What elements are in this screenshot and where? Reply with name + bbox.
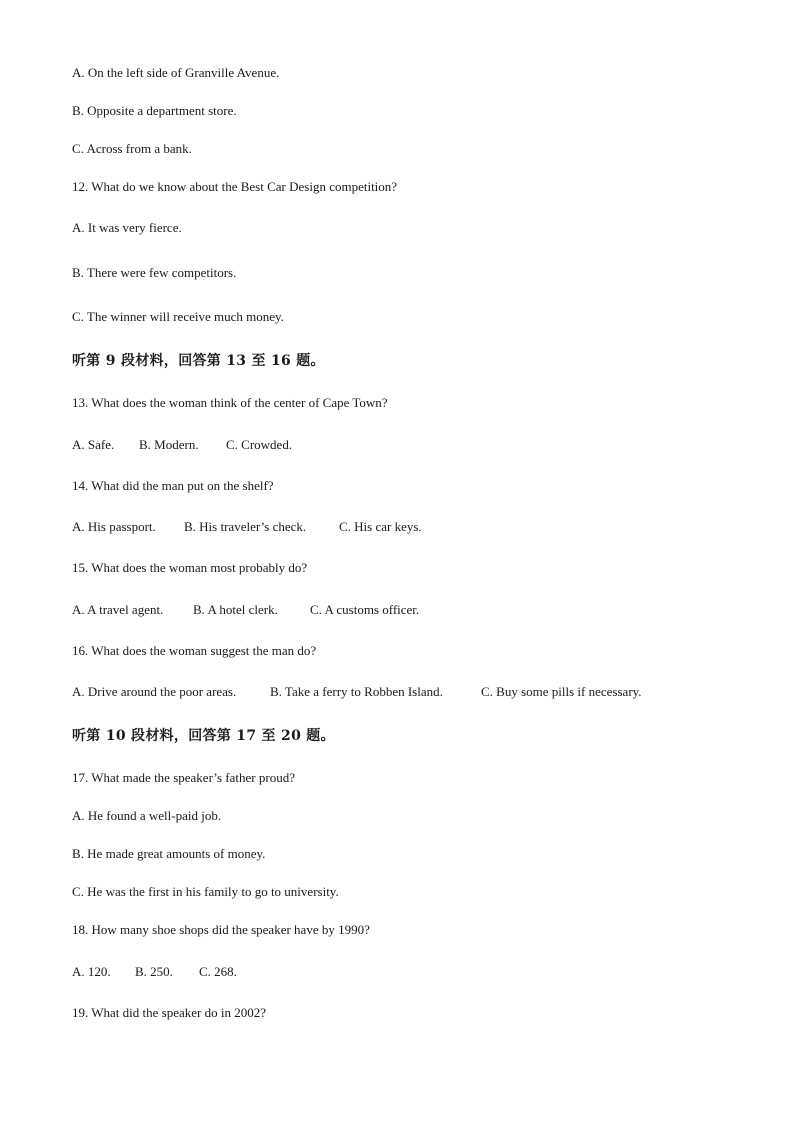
q16-option-c: C. Buy some pills if necessary. [481,684,642,699]
q15-option-a: A. A travel agent. [72,602,164,617]
q12-option-a: A. It was very fierce. [72,220,182,235]
q18-option-b: B. 250. [135,964,173,979]
q16-option-b: B. Take a ferry to Robben Island. [270,684,443,699]
section-9-heading: 听第 9 段材料，回答第 13 至 16 题。 [72,353,325,369]
q13-question: 13. What does the woman think of the center of Cape Town? [72,395,388,410]
q14-question: 14. What did the man put on the shelf? [72,478,274,493]
q18-option-a: A. 120. [72,964,111,979]
q16-option-a: A. Drive around the poor areas. [72,684,237,699]
q17-option-c: C. He was the first in his family to go to university. [72,884,339,899]
q16-question: 16. What does the woman suggest the man do? [72,643,317,658]
q14-option-c: C. His car keys. [339,519,422,534]
q18-question: 18. How many shoe shops did the speaker have by 1990? [72,922,370,937]
q11-option-a: A. On the left side of Granville Avenue. [72,65,280,80]
q15-option-b: B. A hotel clerk. [193,602,278,617]
q18-options [72,964,237,980]
q13-options [72,437,293,453]
q12-question: 12. What do we know about the Best Car Design competition? [72,179,398,194]
q15-options [72,602,420,618]
q18-option-c: C. 268. [199,964,237,979]
q17-question: 17. What made the speaker’s father proud? [72,770,295,785]
q19-question: 19. What did the speaker do in 2002? [72,1005,266,1020]
q11-option-c: C. Across from a bank. [72,141,192,156]
q16-options [72,684,642,700]
q13-option-b: B. Modern. [139,437,199,452]
q17-option-a: A. He found a well-paid job. [72,808,222,823]
q14-option-b: B. His traveler’s check. [184,519,307,534]
q13-option-a: A. Safe. [72,437,115,452]
q14-option-a: A. His passport. [72,519,156,534]
q15-option-c: C. A customs officer. [310,602,420,617]
section-10-heading: 听第 10 段材料，回答第 17 至 20 题。 [72,728,335,744]
q11-option-b: B. Opposite a department store. [72,103,237,118]
q12-option-c: C. The winner will receive much money. [72,309,284,324]
q14-options [72,519,422,535]
q13-option-c: C. Crowded. [226,437,293,452]
q12-option-b: B. There were few competitors. [72,265,237,280]
q15-question: 15. What does the woman most probably do? [72,560,308,575]
q17-option-b: B. He made great amounts of money. [72,846,266,861]
